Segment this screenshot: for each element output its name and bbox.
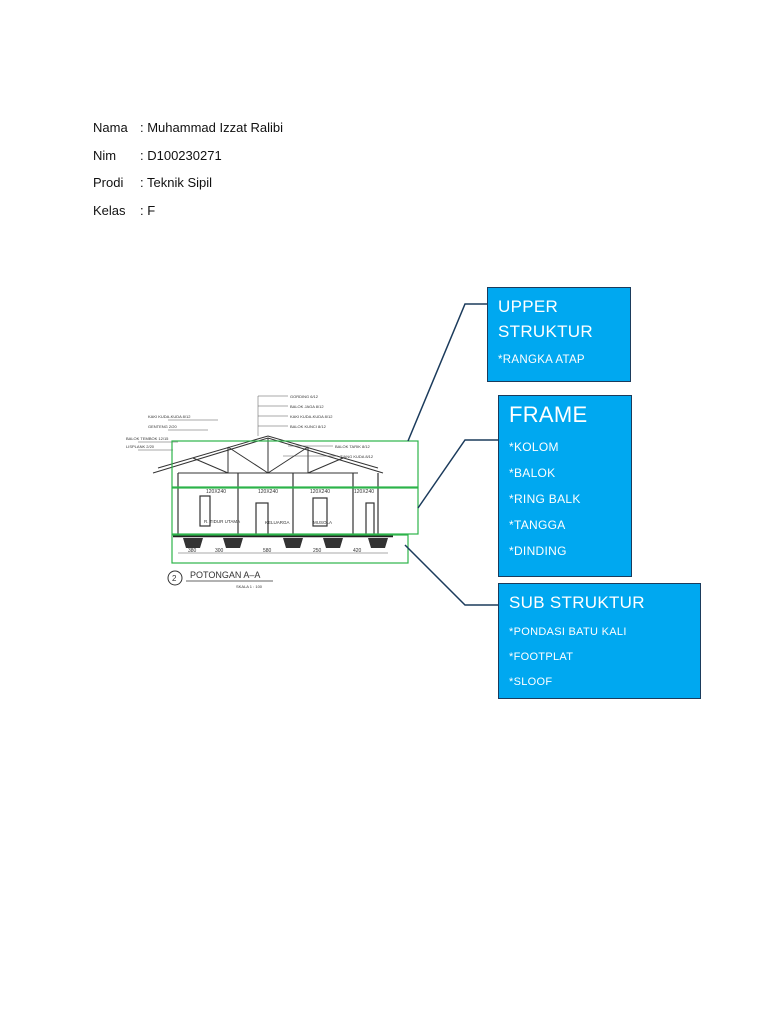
dimension-label: 250 xyxy=(313,548,322,554)
dimension-label: 300 xyxy=(215,548,224,554)
frame-highlight xyxy=(172,488,418,534)
svg-text:KAKI KUDA-KUDA 8/12: KAKI KUDA-KUDA 8/12 xyxy=(290,414,333,419)
info-label: Prodi xyxy=(93,175,124,191)
dimension-label: 420 xyxy=(353,548,362,554)
svg-text:BALOK JAGA 8/12: BALOK JAGA 8/12 xyxy=(290,404,324,409)
info-value: : Teknik Sipil xyxy=(140,175,213,191)
svg-text:GORDING 6/12: GORDING 6/12 xyxy=(290,394,319,399)
room-label: MUSOLA xyxy=(313,520,333,525)
box-item: *TANGGA xyxy=(509,518,566,532)
box-item: *PONDASI BATU KALI xyxy=(509,626,627,638)
box-item: *BALOK xyxy=(509,466,556,480)
upper-structure-highlight xyxy=(172,441,418,487)
info-value: : D100230271 xyxy=(140,147,222,163)
section-title: POTONGAN A–A xyxy=(190,570,261,580)
frame-box xyxy=(498,395,632,577)
box-item: *RING BALK xyxy=(509,492,581,506)
box-item: *FOOTPLAT xyxy=(509,651,574,663)
upper-struktur-box xyxy=(487,287,631,382)
section-scale: SKALA 1 : 100 xyxy=(236,584,263,588)
svg-text:BALOK KUNCI 8/12: BALOK KUNCI 8/12 xyxy=(290,424,326,429)
svg-text:TIANG KUDA 8/12: TIANG KUDA 8/12 xyxy=(340,454,374,459)
box-title-line: UPPER xyxy=(498,297,559,316)
box-item: *KOLOM xyxy=(509,440,559,454)
room-label: R. TIDUR UTAMA xyxy=(204,519,241,524)
box-item: *DINDING xyxy=(509,544,567,558)
dimension-label: 580 xyxy=(263,548,272,554)
dimension-label: 380 xyxy=(188,548,197,554)
svg-text:KAKI KUDA-KUDA 8/12: KAKI KUDA-KUDA 8/12 xyxy=(148,414,191,419)
sub-structure-highlight xyxy=(172,535,408,563)
window-label: 120X240 xyxy=(258,489,279,495)
box-title-line: STRUKTUR xyxy=(498,322,593,341)
svg-text:BALOK TARIK 8/12: BALOK TARIK 8/12 xyxy=(335,444,370,449)
svg-text:LISPLANK 2/20: LISPLANK 2/20 xyxy=(126,444,155,449)
info-label: Nim xyxy=(93,147,117,163)
info-value: : Muhammad Izzat Ralibi xyxy=(140,120,284,136)
room-label: KELUARGA xyxy=(265,520,290,525)
window-label: 120X240 xyxy=(354,489,375,495)
info-value: : F xyxy=(140,202,156,218)
frame-connector-line xyxy=(418,440,498,508)
svg-text:GENTENG 2/20: GENTENG 2/20 xyxy=(148,424,177,429)
box-item: *RANGKA ATAP xyxy=(498,354,585,366)
svg-text:BALOK TEMBOK 12/15: BALOK TEMBOK 12/15 xyxy=(126,436,169,441)
sub-struktur-box xyxy=(498,583,701,699)
box-title: FRAME xyxy=(509,402,588,427)
upper-connector-line xyxy=(408,304,487,441)
section-number: 2 xyxy=(172,574,177,583)
info-label: Kelas xyxy=(93,202,126,218)
window-label: 120X240 xyxy=(206,489,227,495)
box-item: *SLOOF xyxy=(509,676,553,688)
box-title xyxy=(498,294,608,344)
info-label: Nama xyxy=(93,120,128,136)
sub-connector-line xyxy=(405,545,498,605)
window-label: 120X240 xyxy=(310,489,331,495)
box-title: SUB STRUKTUR xyxy=(509,593,645,612)
